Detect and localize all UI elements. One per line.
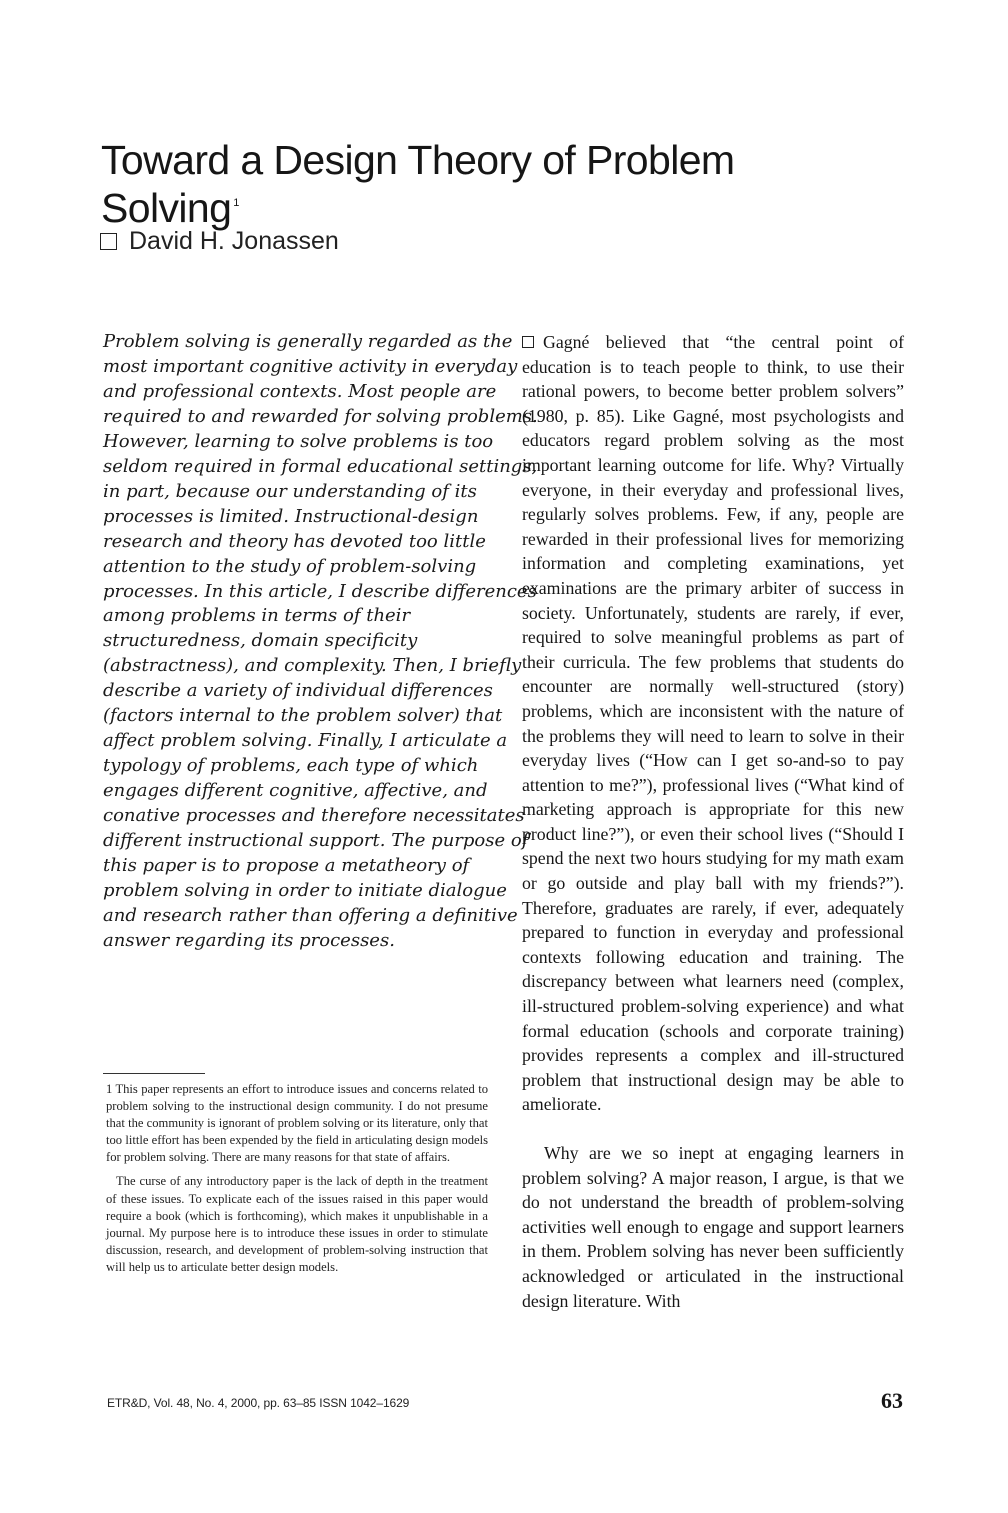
abstract-line: this paper is to propose a metatheory of xyxy=(103,855,470,877)
footnotes xyxy=(106,1081,488,1276)
square-bullet-icon xyxy=(522,336,534,348)
abstract-line: structuredness, domain specificity xyxy=(103,630,418,652)
abstract-line: answer regarding its processes. xyxy=(103,929,395,951)
abstract-line: conative processes and therefore necessitates xyxy=(103,805,525,827)
abstract-line: different instructional support. The purpose of xyxy=(103,830,529,852)
abstract-line: engages different cognitive, affective, and xyxy=(103,780,488,802)
title-footnote-marker: 1 xyxy=(233,197,240,209)
abstract-line: (abstractness), and complexity. Then, I briefly xyxy=(103,655,522,677)
abstract-line: attention to the study of problem-solving xyxy=(103,555,477,577)
abstract-line: However, learning to solve problems is too xyxy=(103,430,494,452)
abstract-line: processes. In this article, I describe differences xyxy=(103,580,537,602)
abstract-line: required to and rewarded for solving problems. xyxy=(103,405,538,427)
author-line xyxy=(100,224,339,258)
abstract-line: describe a variety of individual differences xyxy=(103,680,493,702)
square-bullet-icon xyxy=(100,233,117,250)
abstract-line: processes is limited. Instructional-design xyxy=(103,505,479,527)
journal-citation: ETR&D, Vol. 48, No. 4, 2000, pp. 63–85 ISSN 1042–1629 xyxy=(107,1396,410,1410)
abstract-line: most important cognitive activity in everyday xyxy=(103,355,518,377)
footnote-divider xyxy=(103,1073,205,1074)
page-number: 63 xyxy=(881,1388,903,1413)
body-paragraph-text: Gagné believed that “the central point of education is to teach people to think, to use their rational powers, to become better problem solvers” (1980, p. 85). Like Gagné, most psychologists and educators regard problem solving as the most important learning outcome for life. Why? Virtually everyone, in their everyday and professional lives, regularly solves problems. Few, if any, people are rewarded in their professional lives for memorizing information and completing examinations, yet examinations are the primary arbiter of success in society. Unfortunately, students are rarely, if ever, required to solve meaningful problems as part of their curricula. The few problems that students do encounter are normally well-structured (story) problems, which are inconsistent with the nature of the problems they will need to learn to solve in their everyday lives (“How can I get so-and-so to pay attention to me?”), professional lives (“What kind of marketing approach is appropriate for this new product line?”), or even their school lives (“Should I spend the next two hours studying for my math exam or go outside and play ball with my friends?”). Therefore, graduates are rarely, if ever, adequately prepared to function in everyday and professional contexts following education and training. The discrepancy between what learners need (complex, ill-structured problem-solving experience) and what formal education (schools and corporate training) provides represents a complex and ill-structured problem that instructional design may be able to ameliorate. xyxy=(522,332,904,1115)
abstract xyxy=(103,330,538,954)
abstract-line: among problems in terms of their xyxy=(103,605,411,627)
body-paragraph xyxy=(522,330,904,1117)
abstract-line: in part, because our understanding of its xyxy=(103,480,477,502)
abstract-line: affect problem solving. Finally, I articulate a xyxy=(103,730,508,752)
abstract-line: research and theory has devoted too little xyxy=(103,530,486,552)
footnote-paragraph: The curse of any introductory paper is the lack of depth in the treatment of these issues. To explicate each of the issues raised in this paper would require a book (which is forthcoming), which makes it unpublishable in a journal. My purpose here is to introduce these issues in order to stimulate discussion, research, and development of problem-solving instruction that will help us to articulate better design models. xyxy=(106,1174,488,1274)
body-text xyxy=(522,330,904,1313)
abstract-line: (factors internal to the problem solver) that xyxy=(103,705,503,727)
abstract-line: seldom required in formal educational settings, xyxy=(103,455,538,477)
abstract-line: typology of problems, each type of which xyxy=(103,755,479,777)
abstract-line: Problem solving is generally regarded as the xyxy=(103,331,513,352)
footnote-paragraph: 1 This paper represents an effort to introduce issues and concerns related to problem solving to the instructional design community. I do not presume that the community is ignorant of problem solving or its literature, only that too little effort has been expended by the field in articulating design models for problem solving. There are many reasons for that state of affairs. xyxy=(106,1082,488,1165)
body-paragraph: Why are we so inept at engaging learners in problem solving? A major reason, I argue, is that we do not understand the breadth of problem-solving activities well enough to engage and support learners in them. Problem solving has never been sufficiently acknowledged or articulated in the instructional design literature. With xyxy=(522,1143,904,1311)
abstract-line: and professional contexts. Most people are xyxy=(103,380,497,402)
abstract-line: and research rather than offering a definitive xyxy=(103,904,518,926)
abstract-line: problem solving in order to initiate dialogue xyxy=(103,879,507,901)
author-name: David H. Jonassen xyxy=(129,227,339,255)
article-title-text: Toward a Design Theory of Problem Solving xyxy=(101,137,735,231)
